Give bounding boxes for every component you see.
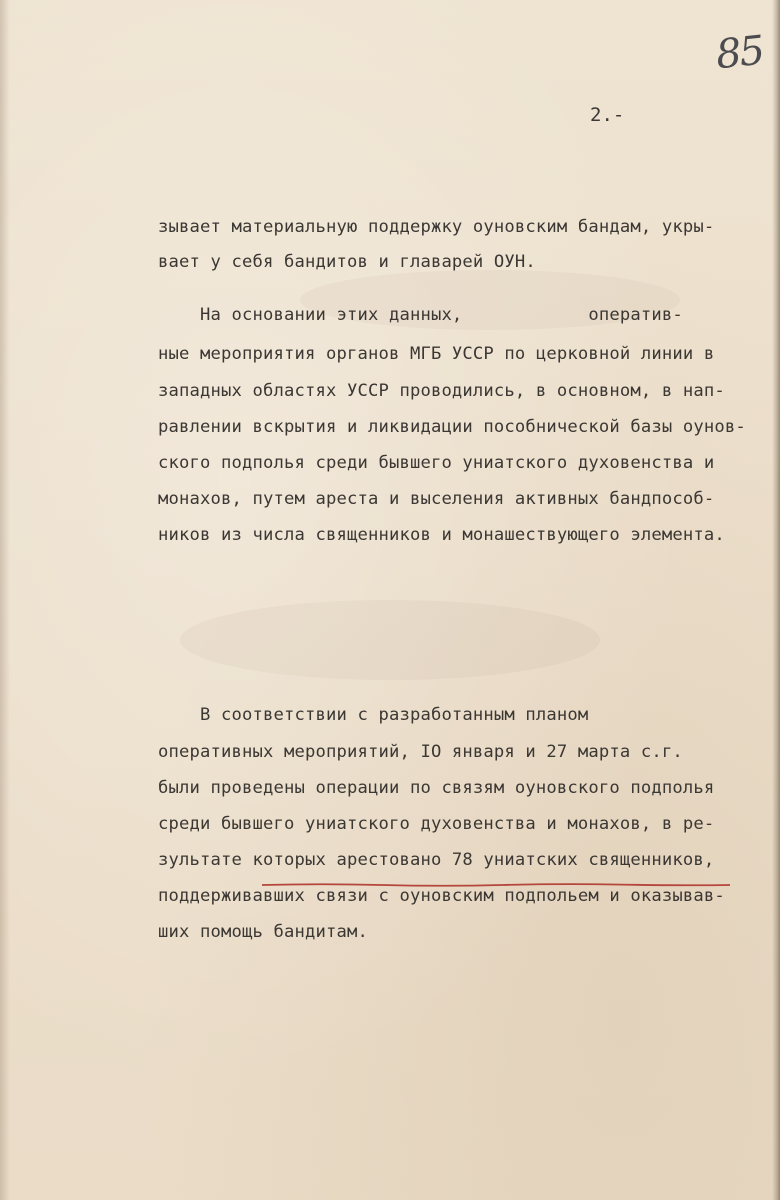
text-line: среди бывшего униатского духовенства и монахов, в ре- <box>158 814 715 834</box>
text-line: ших помощь бандитам. <box>158 922 368 942</box>
text-line: западных областях УССР проводились, в основном, в нап- <box>158 381 725 401</box>
page-left-edge-shadow <box>0 0 10 1200</box>
text-line-underlined: зультате которых арестовано 78 униатских священников, <box>158 850 715 870</box>
archive-folio-number: 85 <box>713 27 766 79</box>
pencil-underline <box>262 882 730 888</box>
text-line: поддерживавших связи с оуновским подпольем и оказывав- <box>158 886 725 906</box>
text-line: ников из числа священников и монашествующего элемента. <box>158 525 725 545</box>
page-right-edge-shadow <box>772 0 780 1200</box>
paper-stain <box>180 600 600 680</box>
text-line: зывает материальную поддержку оуновским бандам, укры- <box>158 217 715 237</box>
text-line: ского подполья среди бывшего униатского духовенства и <box>158 453 715 473</box>
text-line: На основании этих данных, оператив- <box>158 305 683 325</box>
text-line: В соответствии с разработанным планом <box>158 705 589 725</box>
text-line: монахов, путем ареста и выселения активных бандпособ- <box>158 489 715 509</box>
text-line: равлении вскрытия и ликвидации пособнической базы оунов- <box>158 417 746 437</box>
text-line: вает у себя бандитов и главарей ОУН. <box>158 252 536 272</box>
text-line: были проведены операции по связям оуновского подполья <box>158 778 715 798</box>
text-line: оперативных мероприятий, IO января и 27 марта с.г. <box>158 742 683 762</box>
text-line: ные мероприятия органов МГБ УССР по церковной линии в <box>158 344 715 364</box>
page-number: 2.- <box>590 104 625 126</box>
